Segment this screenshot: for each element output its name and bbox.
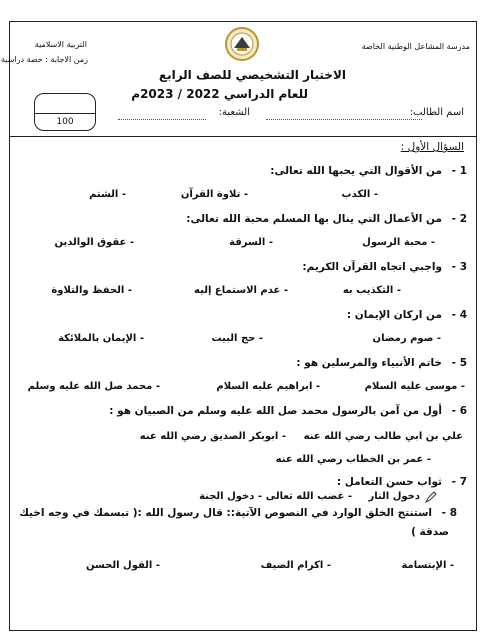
question-8-option-2[interactable]: - اكرام الضيف	[260, 560, 331, 571]
question-8-text-cont: صدقة )	[411, 526, 449, 538]
question-3-option-1[interactable]: - التكذيب به	[342, 285, 401, 296]
question-1-number: 1 -	[451, 165, 467, 177]
question-4-text: من اركان الإيمان :	[346, 309, 442, 321]
question-7-option-1[interactable]: دخول النار	[368, 491, 420, 502]
question-4-option-2[interactable]: - حج البيت	[211, 333, 263, 344]
question-5-number: 5 -	[451, 357, 467, 369]
question-7-number: 7 -	[451, 476, 467, 488]
question-3-option-2[interactable]: - عدم الاستماع إليه	[194, 285, 288, 296]
question-6-option-2[interactable]: - ابوبكر الصديق رضي الله عنه	[139, 431, 286, 442]
question-1-option-3[interactable]: - الشتم	[89, 189, 126, 200]
answer-duration: زمن الاجابة : حصة دراسية	[0, 55, 88, 64]
school-name: مدرسة المشاعل الوطنية الخاصة	[361, 42, 470, 51]
section-label: الشعبة:	[218, 107, 250, 118]
question-8-text: استنتج الخلق الوارد في النصوص الآتية:: قال رسول الله :( تبسمك في وجه اخيك	[19, 507, 432, 519]
section-title: السؤال الأول :	[400, 141, 464, 153]
question-2-number: 2 -	[451, 213, 467, 225]
question-6-option-3[interactable]: - عمر بن الخطاب رضي الله عنه	[275, 454, 431, 465]
question-5-option-2[interactable]: - ابراهيم عليه السلام	[216, 381, 320, 392]
question-8-option-1[interactable]: - الإبتسامة	[401, 560, 454, 571]
question-1-text: من الأقوال التي يحبها الله تعالى:	[270, 165, 442, 177]
question-2-text: من الأعمال التي ينال بها المسلم محبة الله تعالى:	[186, 213, 442, 225]
question-7-text: ثواب حسن التعامل :	[336, 476, 442, 488]
question-7-option-2[interactable]: - غضب الله تعالى	[265, 491, 352, 502]
question-5-option-3[interactable]: - محمد صل الله عليه وسلم	[27, 381, 160, 392]
question-2-option-1[interactable]: - محبة الرسول	[362, 237, 435, 248]
score-box	[34, 93, 96, 131]
exam-title: الاختبار التشخيصي للصف الرابع	[158, 68, 346, 82]
question-4-option-3[interactable]: - الإيمان بالملائكة	[58, 333, 144, 344]
header-divider	[10, 136, 476, 137]
question-1-option-1[interactable]: - الكذب	[341, 189, 378, 200]
question-8-number: 8 -	[441, 507, 457, 519]
question-7-option-3[interactable]: - دخول الجنة	[199, 491, 262, 502]
question-2-option-3[interactable]: - عقوق الوالدين	[54, 237, 134, 248]
score-value: 100	[56, 117, 74, 127]
academic-year: للعام الدراسي 2022 / 2023م	[131, 87, 308, 101]
pencil-icon	[425, 491, 437, 503]
question-6-number: 6 -	[451, 405, 467, 417]
question-3-option-3[interactable]: - الحفظ والتلاوة	[51, 285, 132, 296]
section-line[interactable]	[118, 119, 206, 120]
student-name-line[interactable]	[266, 119, 422, 120]
question-3-text: واجبي اتجاه القرآن الكريم:	[302, 261, 442, 273]
question-3-number: 3 -	[451, 261, 467, 273]
subject-name: التربية الاسلامية	[34, 40, 87, 49]
question-5-text: خاتم الأنبياء والمرسلين هو :	[296, 357, 442, 369]
question-1-option-2[interactable]: - تلاوة القرآن	[180, 189, 248, 200]
student-name-label: اسم الطالب:	[409, 107, 464, 118]
question-6-option-1[interactable]: علي بن ابي طالب رضي الله عنه	[303, 431, 463, 442]
question-2-option-2[interactable]: - السرقة	[229, 237, 273, 248]
question-6-text: أول من آمن بالرسول محمد صل الله عليه وسلم من الصبيان هو :	[109, 405, 442, 417]
question-4-number: 4 -	[451, 309, 467, 321]
question-8-option-3[interactable]: - القول الحسن	[85, 560, 160, 571]
question-4-option-1[interactable]: - صوم رمضان	[372, 333, 441, 344]
question-5-option-1[interactable]: - موسى عليه السلام	[364, 381, 465, 392]
school-logo-icon	[224, 26, 260, 62]
